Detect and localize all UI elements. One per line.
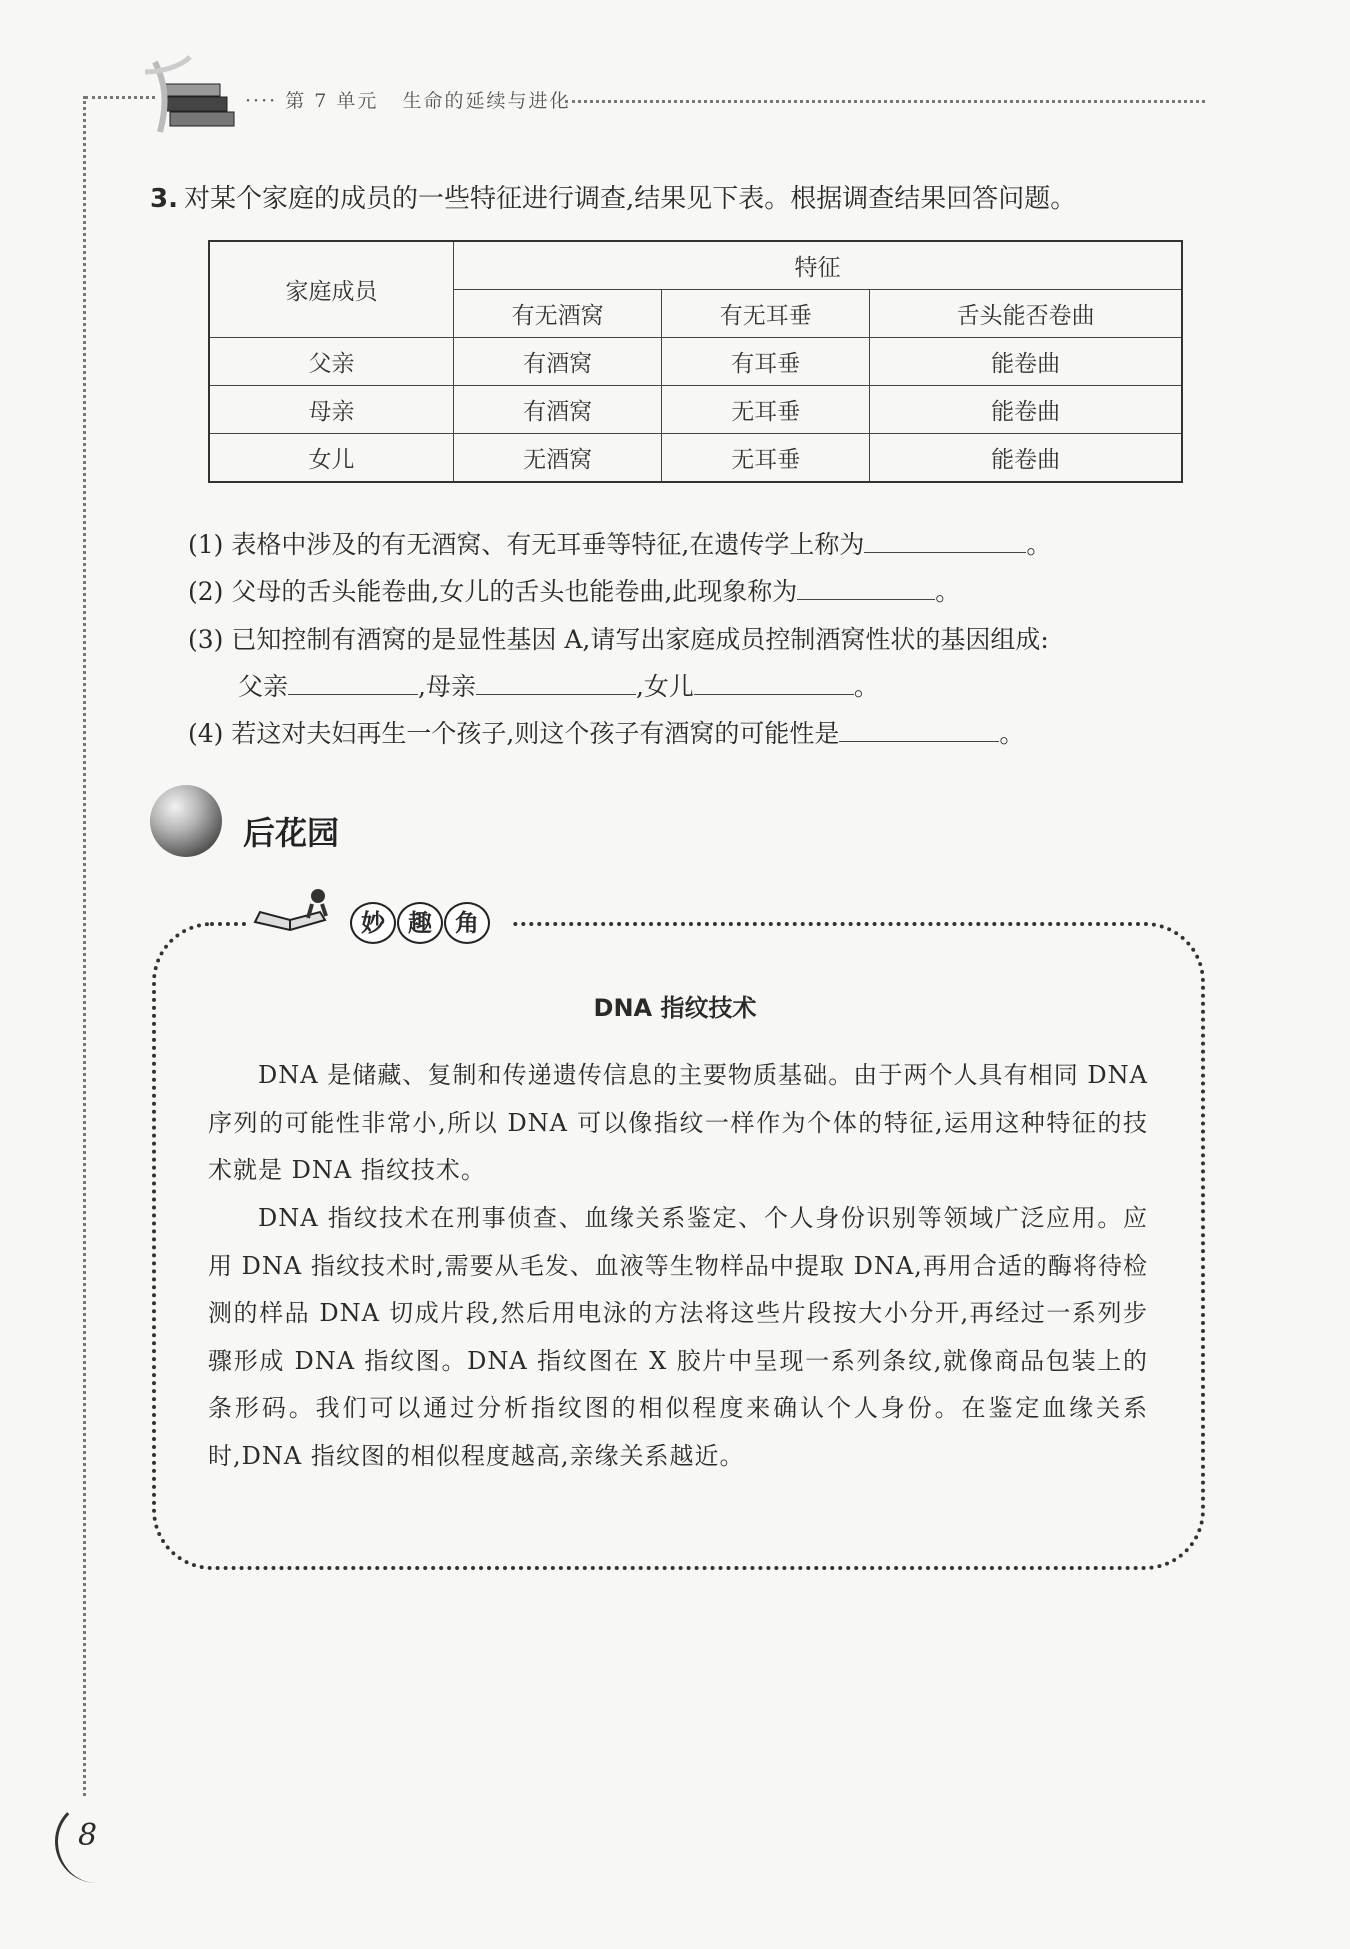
table-cell: 无酒窝 <box>454 434 662 483</box>
sub-question-3 <box>188 620 1049 656</box>
table-row <box>209 338 1182 386</box>
running-header <box>245 86 571 113</box>
sub-question-text: 表格中涉及的有无酒窝、有无耳垂等特征,在遗传学上称为 <box>231 530 865 559</box>
unit-title: 生命的延续与进化 <box>402 90 571 112</box>
table-row <box>209 386 1182 434</box>
sub-question-2 <box>188 572 960 608</box>
article-title: DNA 指纹技术 <box>593 994 757 1022</box>
period: 。 <box>1026 530 1052 559</box>
table-header-traits: 特征 <box>454 241 1183 290</box>
answer-blank[interactable] <box>797 573 935 600</box>
table-header-member: 家庭成员 <box>209 241 454 338</box>
answer-blank[interactable] <box>839 715 999 742</box>
period: 。 <box>999 719 1025 748</box>
table-cell: 能卷曲 <box>870 338 1182 386</box>
table-cell-member: 父亲 <box>209 338 454 386</box>
header-dots-prefix: ···· <box>245 90 286 112</box>
table-cell: 能卷曲 <box>870 434 1182 483</box>
sub-question-number: (1) <box>188 530 224 559</box>
open-book-icon <box>250 882 340 942</box>
table-cell-member: 女儿 <box>209 434 454 483</box>
article-paragraph-1: DNA 是储藏、复制和传递遗传信息的主要物质基础。由于两个人具有相同 DNA 序列的可能性非常小,所以 DNA 可以像指纹一样作为个体的特征,运用这种特征的技术就是 DNA 指纹技术。 <box>208 1061 1148 1184</box>
table-row <box>209 434 1182 483</box>
sub-question-1 <box>188 525 1051 561</box>
mother-label: ,母亲 <box>418 672 476 701</box>
tag-char: 趣 <box>397 902 443 944</box>
section-ball-icon <box>150 785 222 857</box>
period: 。 <box>853 672 879 701</box>
tag-char: 妙 <box>350 902 396 944</box>
sub-question-4 <box>188 714 1024 750</box>
daughter-answer-blank[interactable] <box>694 668 854 695</box>
question-3-stem <box>150 178 1076 215</box>
sub-question-number: (3) <box>188 625 224 654</box>
answer-blank[interactable] <box>864 526 1026 553</box>
period: 。 <box>935 577 961 606</box>
left-margin-dotted-rule <box>83 96 86 1796</box>
unit-label: 第 7 单元 <box>285 90 379 112</box>
section-title: 后花园 <box>243 814 340 852</box>
table-cell: 有酒窝 <box>454 338 662 386</box>
books-stack-icon <box>140 52 240 142</box>
page-number: 8 <box>78 1818 98 1853</box>
table-cell: 有耳垂 <box>662 338 870 386</box>
sub-question-text: 已知控制有酒窝的是显性基因 A,请写出家庭成员控制酒窝性状的基因组成: <box>231 625 1049 654</box>
table-col-header: 有无酒窝 <box>454 290 662 338</box>
table-cell-member: 母亲 <box>209 386 454 434</box>
table-cell: 无耳垂 <box>662 386 870 434</box>
sub-question-number: (4) <box>188 719 224 748</box>
header-dotted-line-right <box>565 100 1205 103</box>
father-label: 父亲 <box>238 672 289 701</box>
sub-question-number: (2) <box>188 577 224 606</box>
article-paragraph-2: DNA 指纹技术在刑事侦查、血缘关系鉴定、个人身份识别等领域广泛应用。应用 DNA 指纹技术时,需要从毛发、血液等生物样品中提取 DNA,再用合适的酶将待检测的样品 DNA 切成片段,然后用电泳的方法将这些片段按大小分开,再经过一系列步骤形成 DNA 指纹图。DNA 指纹图在 X 胶片中呈现一系列条纹,就像商品包装上的条形码。我们可以通过分析指纹图的相似程度来确认个人身份。在鉴定血缘关系时,DNA 指纹图的相似程度越高,亲缘关系越近。 <box>208 1204 1148 1470</box>
daughter-label: ,女儿 <box>635 672 694 701</box>
table-col-header: 舌头能否卷曲 <box>870 290 1182 338</box>
mother-answer-blank[interactable] <box>476 668 636 695</box>
sub-question-3-answers <box>238 667 879 703</box>
table-cell: 无耳垂 <box>662 434 870 483</box>
tag-char: 角 <box>444 902 490 944</box>
table-cell: 能卷曲 <box>870 386 1182 434</box>
question-number: 3. <box>150 184 178 214</box>
table-col-header: 有无耳垂 <box>662 290 870 338</box>
table-cell: 有酒窝 <box>454 386 662 434</box>
family-traits-table <box>208 240 1183 483</box>
father-answer-blank[interactable] <box>288 668 418 695</box>
sub-question-text: 父母的舌头能卷曲,女儿的舌头也能卷曲,此现象称为 <box>231 577 798 606</box>
sub-question-text: 若这对夫妇再生一个孩子,则这个孩子有酒窝的可能性是 <box>231 719 840 748</box>
question-text: 对某个家庭的成员的一些特征进行调查,结果见下表。根据调查结果回答问题。 <box>183 184 1077 214</box>
